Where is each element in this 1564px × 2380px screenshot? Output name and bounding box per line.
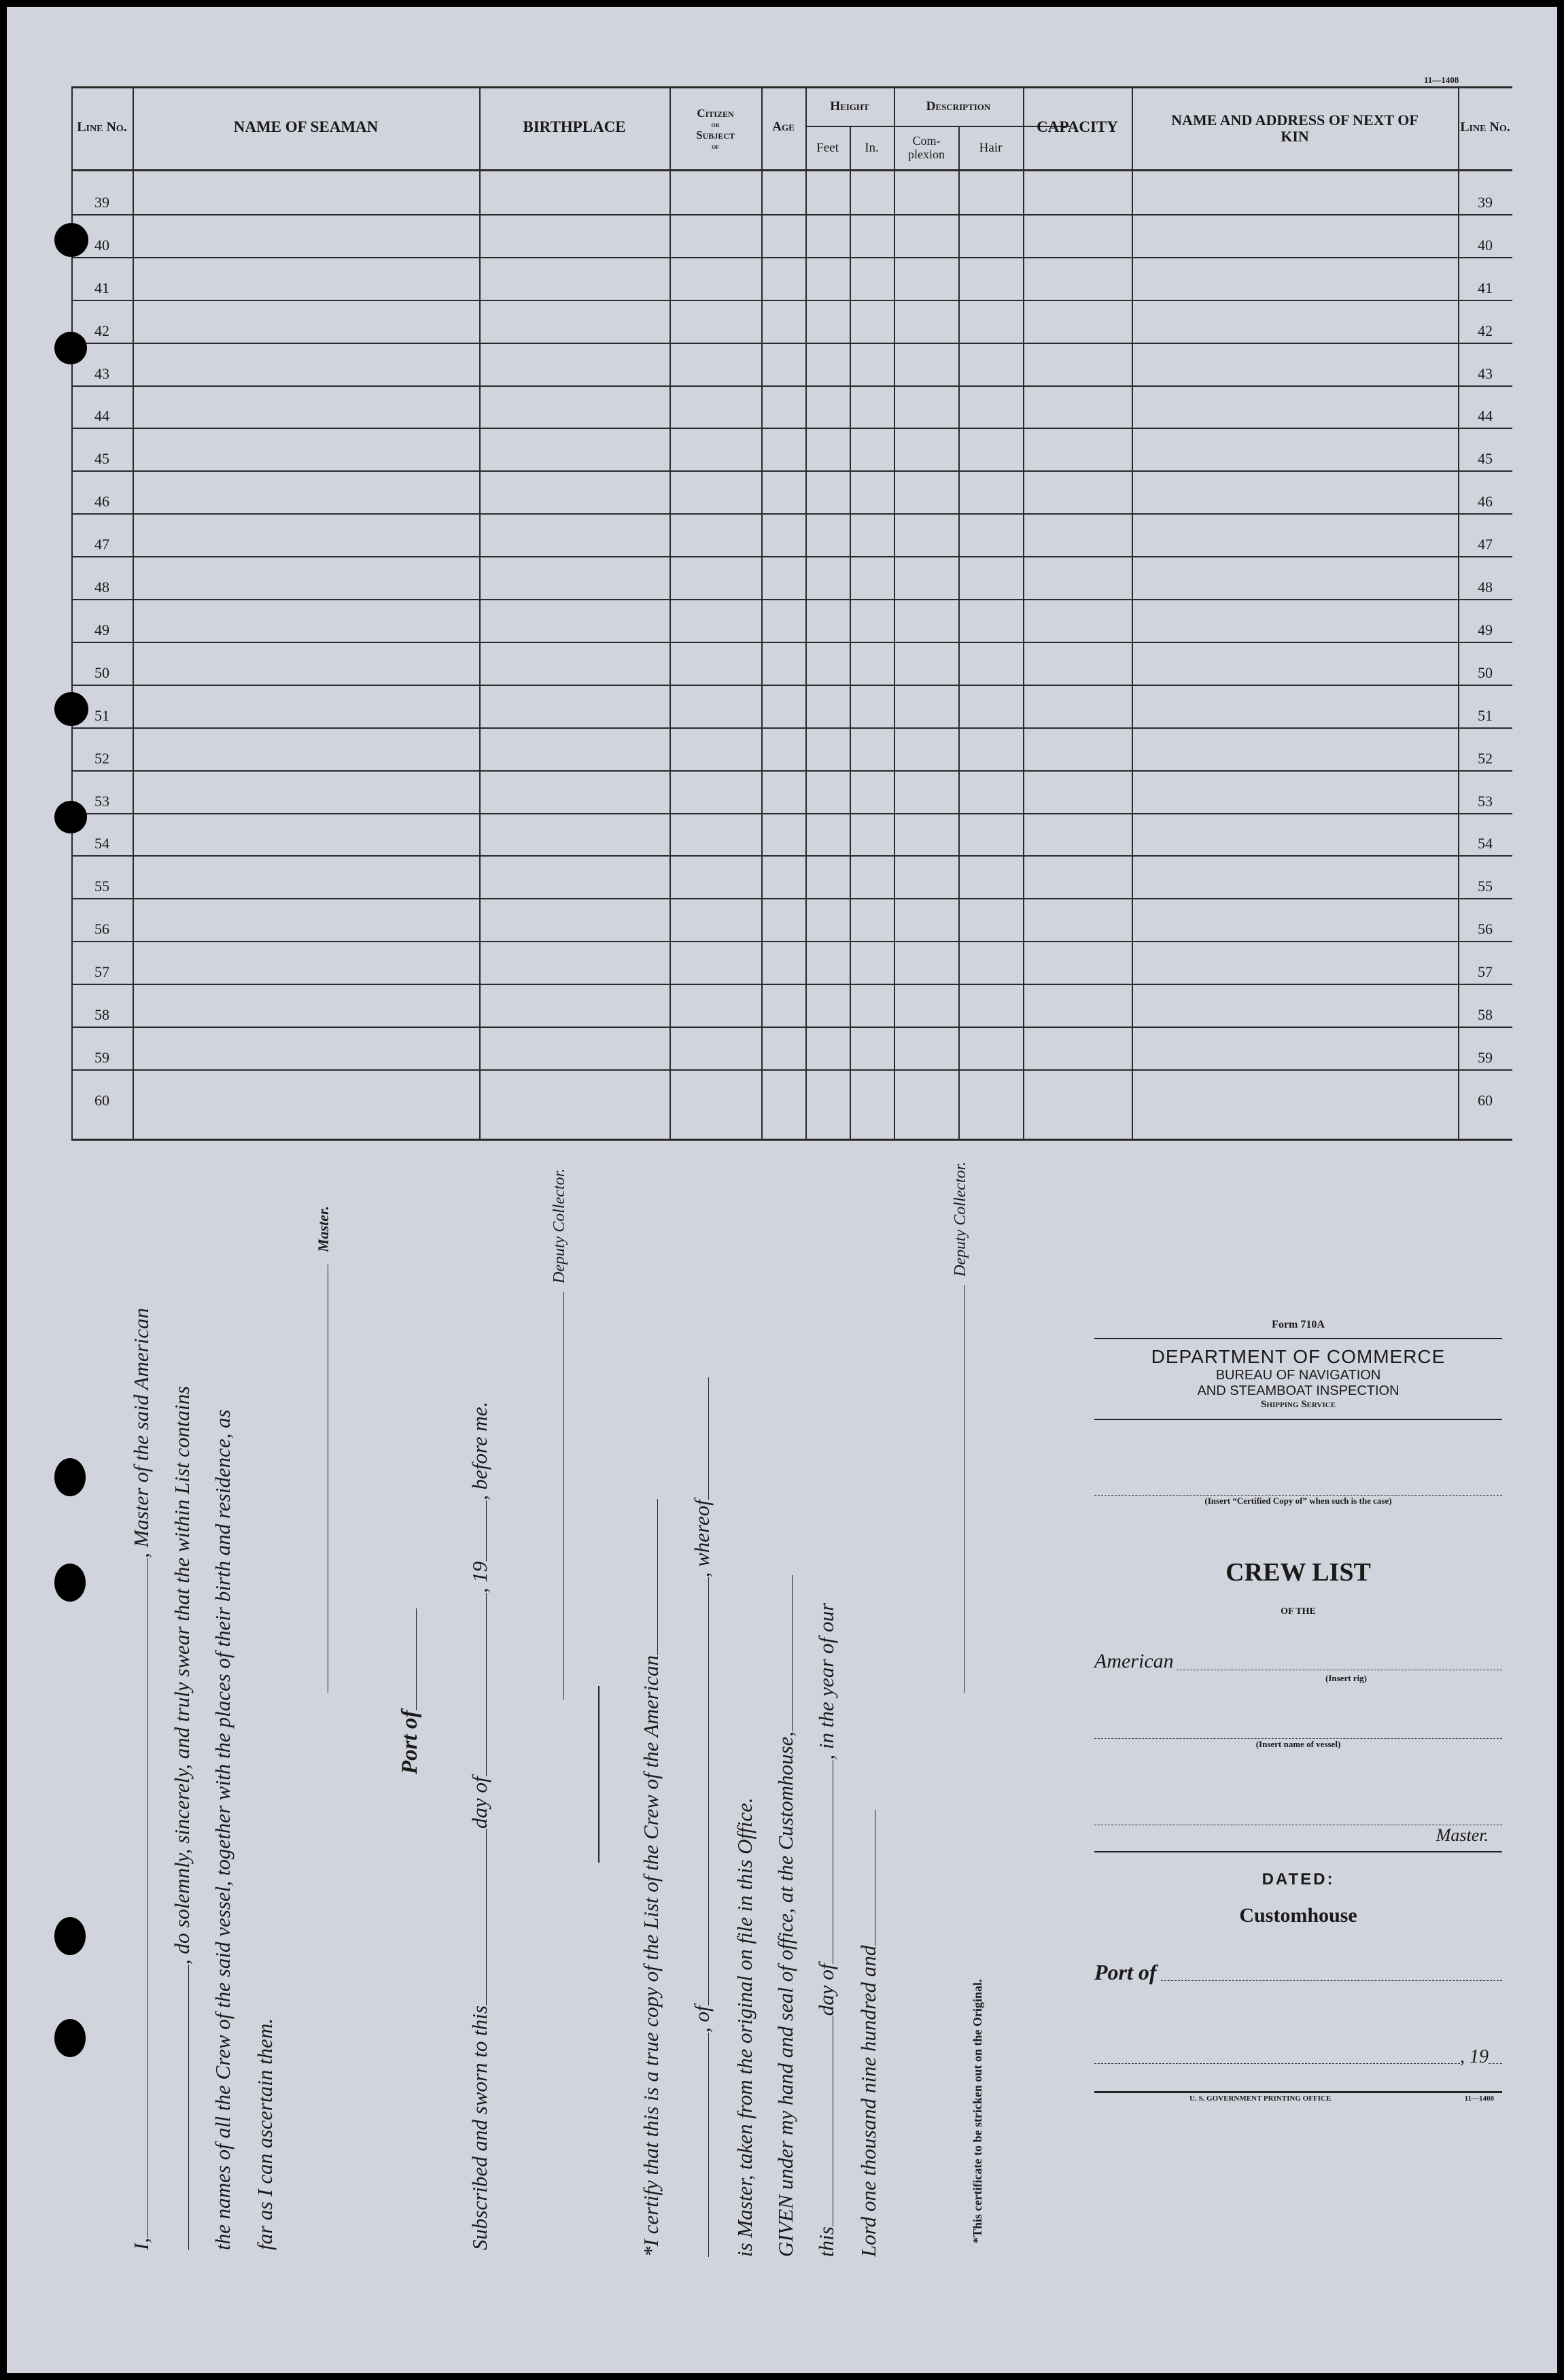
oath-port-of: Port of bbox=[398, 1608, 423, 1774]
form-number: Form 710A bbox=[1272, 1319, 1325, 1330]
back-master: Master. bbox=[1436, 1825, 1489, 1845]
line-number-right: 60 bbox=[1478, 1091, 1493, 1109]
row-line bbox=[71, 513, 1512, 515]
line-number-right: 43 bbox=[1478, 364, 1493, 382]
department: DEPARTMENT OF COMMERCE bbox=[1151, 1346, 1446, 1367]
line-number-left: 40 bbox=[94, 236, 109, 254]
cert-line-2: , of, whereof bbox=[690, 1377, 714, 2257]
bureau-2: AND STEAMBOAT INSPECTION bbox=[1197, 1383, 1400, 1398]
rule bbox=[1094, 1851, 1502, 1852]
cert-deputy-collector: Deputy Collector. bbox=[952, 1162, 970, 1693]
line-number-left: 41 bbox=[94, 279, 109, 296]
line-number-right: 46 bbox=[1478, 493, 1493, 511]
punch-hole bbox=[54, 1458, 86, 1496]
row-line bbox=[71, 1069, 1512, 1071]
printer-line: U. S. GOVERNMENT PRINTING OFFICE 11—1408 bbox=[1189, 2094, 1494, 2103]
punch-hole bbox=[54, 2019, 86, 2057]
line-number-right: 44 bbox=[1478, 407, 1493, 425]
row-line bbox=[71, 855, 1512, 857]
line-number-left: 49 bbox=[94, 621, 109, 638]
col-border bbox=[805, 86, 807, 1140]
line-number-right: 56 bbox=[1478, 920, 1493, 938]
header-name-of-seaman: NAME OF SEAMAN bbox=[233, 118, 379, 136]
oath-master-line: Master. bbox=[309, 1206, 334, 1693]
insert-certified-copy: (Insert “Certified Copy of” when such is the case) bbox=[1204, 1496, 1392, 1506]
line-number-right: 47 bbox=[1478, 536, 1493, 553]
line-number-left: 56 bbox=[94, 920, 109, 938]
oath-deputy-collector: Deputy Collector. bbox=[551, 1169, 569, 1700]
row-line bbox=[71, 898, 1512, 899]
line-number-left: 39 bbox=[94, 193, 109, 211]
punch-hole bbox=[54, 1917, 86, 1955]
col-border bbox=[894, 86, 895, 1140]
table-top-border bbox=[71, 86, 1512, 88]
line-number-right: 41 bbox=[1478, 279, 1493, 296]
line-number-left: 53 bbox=[94, 792, 109, 810]
line-number-left: 44 bbox=[94, 407, 109, 425]
line-number-left: 55 bbox=[94, 878, 109, 895]
line-number-left: 45 bbox=[94, 450, 109, 468]
punch-hole bbox=[54, 1564, 86, 1602]
line-number-right: 40 bbox=[1478, 236, 1493, 254]
col-border bbox=[761, 86, 763, 1140]
header-height: Height bbox=[830, 99, 869, 114]
line-number-left: 47 bbox=[94, 536, 109, 553]
punch-hole bbox=[54, 692, 88, 726]
cert-line-3: is Master, taken from the original on file in this Office. bbox=[733, 1797, 757, 2257]
line-number-left: 46 bbox=[94, 493, 109, 511]
line-number-right: 48 bbox=[1478, 579, 1493, 596]
row-line bbox=[71, 685, 1512, 686]
line-number-right: 57 bbox=[1478, 963, 1493, 981]
line-number-left: 52 bbox=[94, 749, 109, 767]
line-number-right: 54 bbox=[1478, 835, 1493, 852]
back-port-line: Port of bbox=[1094, 1960, 1502, 1985]
crew-table bbox=[71, 86, 1512, 1140]
cert-footnote: *This certificate to be stricken out on the Original. bbox=[971, 1979, 984, 2243]
header-bottom-border bbox=[71, 169, 1512, 171]
row-line bbox=[71, 343, 1512, 344]
col-border bbox=[1132, 86, 1133, 1140]
row-line bbox=[71, 642, 1512, 643]
cert-line-5: thisday of, in the year of our bbox=[814, 1602, 838, 2257]
oath-line-4: far as I can ascertain them. bbox=[253, 2018, 277, 2250]
header-inches: In. bbox=[865, 140, 879, 155]
header-line-no: Line No. bbox=[77, 120, 127, 135]
row-line bbox=[71, 813, 1512, 814]
line-number-right: 58 bbox=[1478, 1006, 1493, 1023]
row-line bbox=[71, 428, 1512, 429]
rule bbox=[1094, 1419, 1502, 1420]
punch-hole bbox=[54, 801, 87, 833]
cert-line-1: *I certify that this is a true copy of the List of the Crew of the American bbox=[639, 1499, 663, 2257]
oath-subscribed: Subscribed and sworn to thisday of, 19, before me. bbox=[468, 1401, 491, 2250]
row-line bbox=[71, 300, 1512, 301]
line-number-left: 58 bbox=[94, 1006, 109, 1023]
line-number-right: 55 bbox=[1478, 878, 1493, 895]
oath-line-1: I,, Master of the said American bbox=[129, 1307, 153, 2250]
line-number-right: 42 bbox=[1478, 322, 1493, 339]
header-feet: Feet bbox=[816, 140, 839, 155]
line-number-right: 52 bbox=[1478, 749, 1493, 767]
line-number-right: 49 bbox=[1478, 621, 1493, 638]
oath-line-3: the names of all the Crew of the said vessel, together with the places of their birth and residence, as bbox=[211, 1409, 234, 2250]
oath-line-2: , do solemnly, sincerely, and truly swear that the within List contains bbox=[170, 1386, 194, 2250]
header-description: Description bbox=[926, 99, 991, 114]
line-number-left: 42 bbox=[94, 322, 109, 339]
line-number-right: 50 bbox=[1478, 663, 1493, 681]
row-line bbox=[71, 727, 1512, 729]
line-number-right: 59 bbox=[1478, 1048, 1493, 1066]
row-line bbox=[71, 385, 1512, 387]
bureau-1: BUREAU OF NAVIGATION bbox=[1215, 1368, 1381, 1383]
row-line bbox=[71, 470, 1512, 472]
header-hair: Hair bbox=[979, 140, 1003, 155]
col-border bbox=[850, 126, 851, 1140]
line-number-left: 51 bbox=[94, 706, 109, 724]
row-line bbox=[71, 257, 1512, 258]
line-number-left: 54 bbox=[94, 835, 109, 852]
line-number-right: 51 bbox=[1478, 706, 1493, 724]
header-citizen: Citizen or Subject of bbox=[696, 107, 735, 151]
crew-list-page bbox=[7, 7, 1557, 2373]
line-number-right: 45 bbox=[1478, 450, 1493, 468]
line-number-left: 48 bbox=[94, 579, 109, 596]
insert-rig: (Insert rig) bbox=[1325, 1673, 1368, 1683]
col-border bbox=[1458, 86, 1459, 1140]
cert-line-4: GIVEN under my hand and seal of office, at the Customhouse, bbox=[774, 1575, 798, 2257]
line-number-right: 53 bbox=[1478, 792, 1493, 810]
back-date-line: , 19 bbox=[1094, 2046, 1502, 2068]
header-next-of-kin: NAME AND ADDRESS OF NEXT OF KIN bbox=[1171, 111, 1419, 145]
row-line bbox=[71, 214, 1512, 215]
col-border bbox=[958, 126, 960, 1140]
line-number-left: 57 bbox=[94, 963, 109, 981]
table-bottom-border bbox=[71, 1139, 1512, 1141]
row-line bbox=[71, 941, 1512, 942]
row-line bbox=[71, 1027, 1512, 1028]
line-number-left: 50 bbox=[94, 663, 109, 681]
punch-hole bbox=[54, 332, 87, 364]
shipping-service: Shipping Service bbox=[1261, 1399, 1336, 1410]
customhouse: Customhouse bbox=[1239, 1904, 1357, 1927]
cert-line-6: Lord one thousand nine hundred and bbox=[856, 1810, 881, 2257]
col-border bbox=[1023, 86, 1024, 1140]
line-number-left: 43 bbox=[94, 364, 109, 382]
row-line bbox=[71, 770, 1512, 772]
dated: DATED: bbox=[1262, 1870, 1335, 1889]
punch-hole bbox=[54, 223, 88, 257]
col-border bbox=[670, 86, 671, 1140]
row-line bbox=[71, 599, 1512, 600]
col-border bbox=[133, 86, 134, 1140]
header-complexion: Com-plexion bbox=[908, 134, 945, 161]
divider-line bbox=[598, 1686, 599, 1863]
col-border bbox=[479, 86, 481, 1140]
form-code: 11—1408 bbox=[1424, 75, 1459, 85]
header-line-no-right: Line No. bbox=[1460, 120, 1510, 135]
line-number-left: 60 bbox=[94, 1091, 109, 1109]
rule bbox=[1094, 1338, 1502, 1339]
back-panel bbox=[1094, 1319, 1502, 2103]
row-line bbox=[71, 556, 1512, 557]
header-capacity: CAPACITY bbox=[1037, 118, 1118, 136]
of-the: OF THE bbox=[1281, 1606, 1316, 1617]
header-birthplace: BIRTHPLACE bbox=[523, 118, 626, 136]
insert-vessel-name: (Insert name of vessel) bbox=[1255, 1739, 1341, 1749]
american-line: American bbox=[1094, 1650, 1502, 1673]
header-age: Age bbox=[772, 119, 795, 134]
crew-list-title: CREW LIST bbox=[1226, 1558, 1371, 1587]
line-number-left: 59 bbox=[94, 1048, 109, 1066]
line-number-right: 39 bbox=[1478, 193, 1493, 211]
row-line bbox=[71, 984, 1512, 985]
